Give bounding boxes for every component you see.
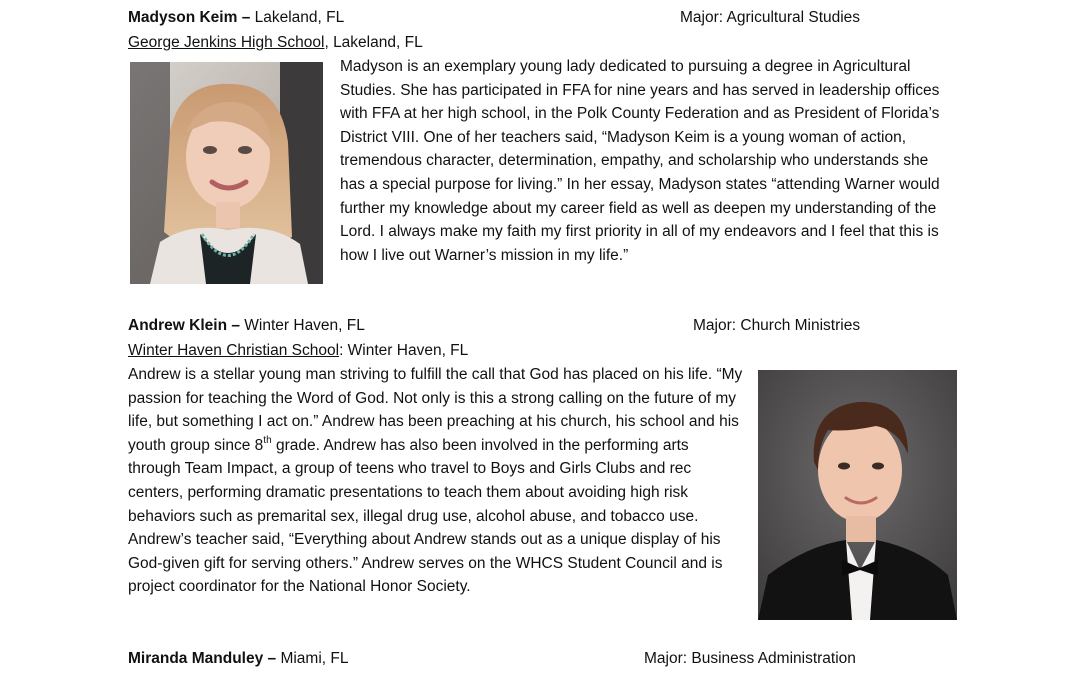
student-major: Major: Business Administration xyxy=(644,650,856,667)
student-name: Madyson Keim xyxy=(128,9,238,26)
entry-header: Madyson Keim – Lakeland, FL xyxy=(128,9,345,26)
school-name: Winter Haven Christian School xyxy=(128,342,340,359)
student-bio: Madyson is an exemplary young lady dedicated to pursuing a degree in Agricultural Studies. She has participated in FFA for nine years and has served in leadership offices with FFA at her high school, in the Polk County Federation and as President of Florida’s District VIII. One of her teachers said, “Madyson Keim is a young woman of action, tremendous character, determination, empathy, and scholarship who understands she has a special purpose for living.” In her essay, Madyson states “attending Warner would further my knowledge about my career field as well as deepen my understanding of the Lord. I always make my faith my first priority in all of my endeavors and I feel that this is how I live out Warner’s mission in my life.” xyxy=(340,58,940,264)
student-bio: Andrew is a stellar young man striving to fulfill the call that God has placed on his life. “My passion for teaching the Word of God. Not only is this a strong calling on the future of my life, but something I act on.” Andrew has been preaching at his church, his school and his youth group since 8th grade. Andrew has also been involved in the performing arts through Team Impact, a group of teens who travel to Boys and Girls Clubs and rec centers, performing dramatic presentations to teach them about avoiding high risk behaviors such as premarital sex, illegal drug use, alcohol abuse, and tobacco use. Andrew’s teacher said, “Everything about Andrew stands out as a unique display of his God-given gift for serving others.” Andrew serves on the WHCS Student Council and is project coordinator for the National Honor Society. xyxy=(128,366,743,596)
student-major: Major: Agricultural Studies xyxy=(680,9,861,26)
student-major: Major: Church Ministries xyxy=(693,317,861,334)
student-name: Miranda Manduley xyxy=(128,650,264,667)
entry-header: Andrew Klein – Winter Haven, FL xyxy=(128,317,365,334)
student-hometown: Miami, FL xyxy=(280,650,349,667)
student-hometown: Winter Haven, FL xyxy=(244,317,365,334)
school-line: Winter Haven Christian School: Winter Haven, FL xyxy=(128,342,469,359)
student-name: Andrew Klein xyxy=(128,317,228,334)
student-hometown: Lakeland, FL xyxy=(254,9,345,26)
school-line: George Jenkins High School, Lakeland, FL xyxy=(128,34,423,51)
school-name: George Jenkins High School xyxy=(128,34,325,51)
entry-header: Miranda Manduley – Miami, FL xyxy=(128,650,349,667)
